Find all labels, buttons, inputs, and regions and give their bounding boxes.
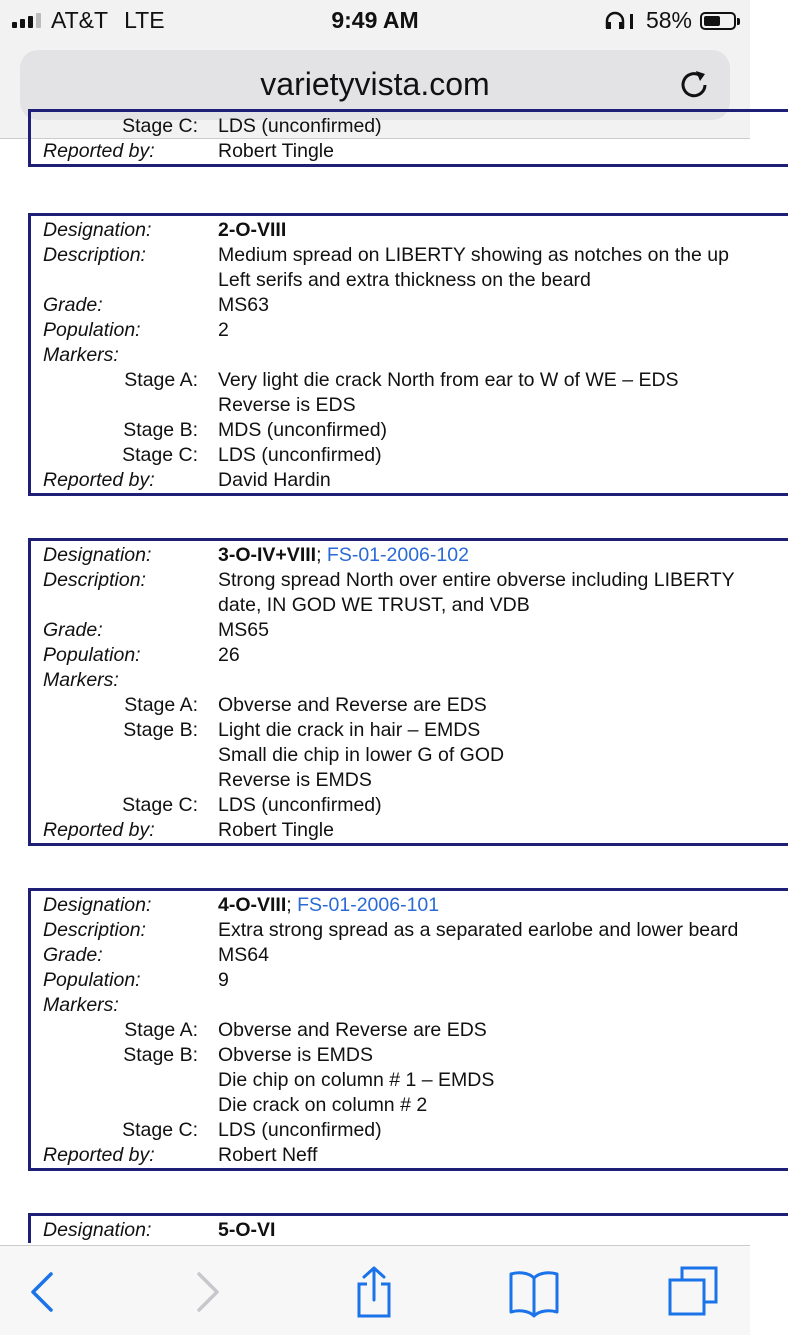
record-row — [43, 114, 788, 139]
population-value: 26 — [218, 644, 240, 666]
description-line: Strong spread North over entire obverse including LIBERTY — [218, 569, 735, 591]
reported-by-label: Reported by: — [43, 1144, 155, 1166]
designation-value: 4-O-VIII — [218, 894, 287, 916]
grade-label: Grade: — [43, 619, 103, 641]
description-label: Description: — [43, 569, 146, 591]
stage-value: Reverse is EMDS — [218, 769, 372, 791]
clock: 9:49 AM — [331, 7, 419, 33]
fs-link[interactable]: FS-01-2006-102 — [326, 544, 469, 566]
stage-label: Stage A: — [124, 694, 198, 716]
designation-label: Designation: — [43, 544, 152, 566]
variety-record — [28, 1213, 788, 1243]
stage-value: Light die crack in hair – EMDS — [218, 719, 481, 741]
grade-value: MS64 — [218, 944, 269, 966]
description-line: Left serifs and extra thickness on the beard — [218, 269, 591, 291]
status-right — [604, 7, 736, 34]
status-bar — [0, 0, 750, 40]
fs-link[interactable]: FS-01-2006-101 — [297, 894, 440, 916]
stage-label: Stage C: — [122, 1119, 198, 1141]
network-type: LTE — [124, 7, 165, 33]
designation-value: 3-O-IV+VIII — [218, 544, 317, 566]
bookmarks-icon[interactable] — [508, 1266, 560, 1318]
reported-by-value: David Hardin — [218, 469, 331, 491]
stage-label: Stage C: — [122, 444, 198, 466]
population-label: Population: — [43, 319, 141, 341]
stage-value: Small die chip in lower G of GOD — [218, 744, 505, 766]
variety-record — [28, 213, 788, 496]
page-content — [0, 115, 750, 1245]
description-line: date, IN GOD WE TRUST, and VDB — [218, 594, 530, 616]
stage-label: Stage C: — [122, 115, 198, 137]
grade-value: MS65 — [218, 619, 269, 641]
reported-by-value: Robert Neff — [218, 1144, 318, 1166]
reported-by-label: Reported by: — [43, 140, 155, 162]
variety-record — [28, 109, 788, 167]
stage-value: Reverse is EDS — [218, 394, 356, 416]
back-icon[interactable] — [18, 1266, 70, 1318]
grade-label: Grade: — [43, 944, 103, 966]
battery-percent: 58% — [645, 7, 692, 33]
markers-label: Markers: — [43, 994, 119, 1016]
population-label: Population: — [43, 969, 141, 991]
designation-value: 2-O-VIII — [218, 219, 287, 241]
grade-label: Grade: — [43, 294, 103, 316]
population-label: Population: — [43, 644, 141, 666]
stage-value: LDS (unconfirmed) — [218, 794, 382, 816]
stage-value: LDS (unconfirmed) — [218, 115, 382, 137]
description-line: Medium spread on LIBERTY showing as notches on the up — [218, 244, 729, 266]
reload-icon[interactable] — [678, 68, 712, 102]
stage-value: Obverse is EMDS — [218, 1044, 373, 1066]
carrier-name: AT&T — [51, 7, 109, 33]
markers-label: Markers: — [43, 669, 119, 691]
markers-label: Markers: — [43, 344, 119, 366]
designation-value: 5-O-VI — [218, 1219, 276, 1241]
stage-label: Stage A: — [124, 369, 198, 391]
stage-label: Stage B: — [123, 419, 198, 441]
headphones-icon — [604, 11, 638, 31]
stage-value: Obverse and Reverse are EDS — [218, 694, 487, 716]
variety-record: Designation: 3-O-IV+VIII; FS-01-2006-102 Description: Strong spread North over entire obverse including LIBERTY date, IN GOD WE TRUST, and VDB Grade: MS65 Population: 26 Markers: Stage A: Obverse and Reverse are EDS Stage B: Light die crack in hair – EMDS Small die chip in lower G of GOD Reverse is EMDS Stage C: LDS (unconfirmed) Reported by: Robert Tingle — [28, 538, 788, 846]
grade-value: MS63 — [218, 294, 269, 316]
battery-icon — [700, 12, 736, 30]
stage-label: Stage A: — [124, 1019, 198, 1041]
stage-label: Stage B: — [123, 719, 198, 741]
reported-by-value: Robert Tingle — [218, 819, 334, 841]
designation-label: Designation: — [43, 219, 152, 241]
reported-by-label: Reported by: — [43, 819, 155, 841]
stage-value: LDS (unconfirmed) — [218, 444, 382, 466]
description-label: Description: — [43, 919, 146, 941]
stage-value: Die chip on column # 1 – EMDS — [218, 1069, 495, 1091]
browser-toolbar — [0, 1245, 750, 1335]
designation-label: Designation: — [43, 894, 152, 916]
share-icon[interactable] — [348, 1266, 400, 1318]
stage-value: LDS (unconfirmed) — [218, 1119, 382, 1141]
stage-label: Stage B: — [123, 1044, 198, 1066]
stage-label: Stage C: — [122, 794, 198, 816]
reported-by-value: Robert Tingle — [218, 140, 334, 162]
forward-icon[interactable] — [180, 1266, 232, 1318]
stage-value: Die crack on column # 2 — [218, 1094, 428, 1116]
stage-value: Very light die crack North from ear to W of WE – EDS — [218, 369, 679, 391]
stage-value: MDS (unconfirmed) — [218, 419, 388, 441]
description-line: Extra strong spread as a separated earlobe and lower beard — [218, 919, 739, 941]
tabs-icon[interactable] — [668, 1266, 720, 1318]
record-row — [43, 139, 788, 164]
reported-by-label: Reported by: — [43, 469, 155, 491]
designation-label: Designation: — [43, 1219, 152, 1241]
stage-value: Obverse and Reverse are EDS — [218, 1019, 487, 1041]
url-text[interactable]: varietyvista.com — [260, 66, 490, 102]
population-value: 9 — [218, 969, 229, 991]
population-value: 2 — [218, 319, 229, 341]
description-label: Description: — [43, 244, 146, 266]
variety-record: Designation: 4-O-VIII; FS-01-2006-101 Description: Extra strong spread as a separated earlobe and lower beard Grade: MS64 Population: 9 Markers: Stage A: Obverse and Reverse are EDS Stage B: Obverse is EMDS Die chip on column # 1 – EMDS Die crack on column # 2 Stage C: LDS (unconfirmed) Reported by: Robert Neff — [28, 888, 788, 1171]
